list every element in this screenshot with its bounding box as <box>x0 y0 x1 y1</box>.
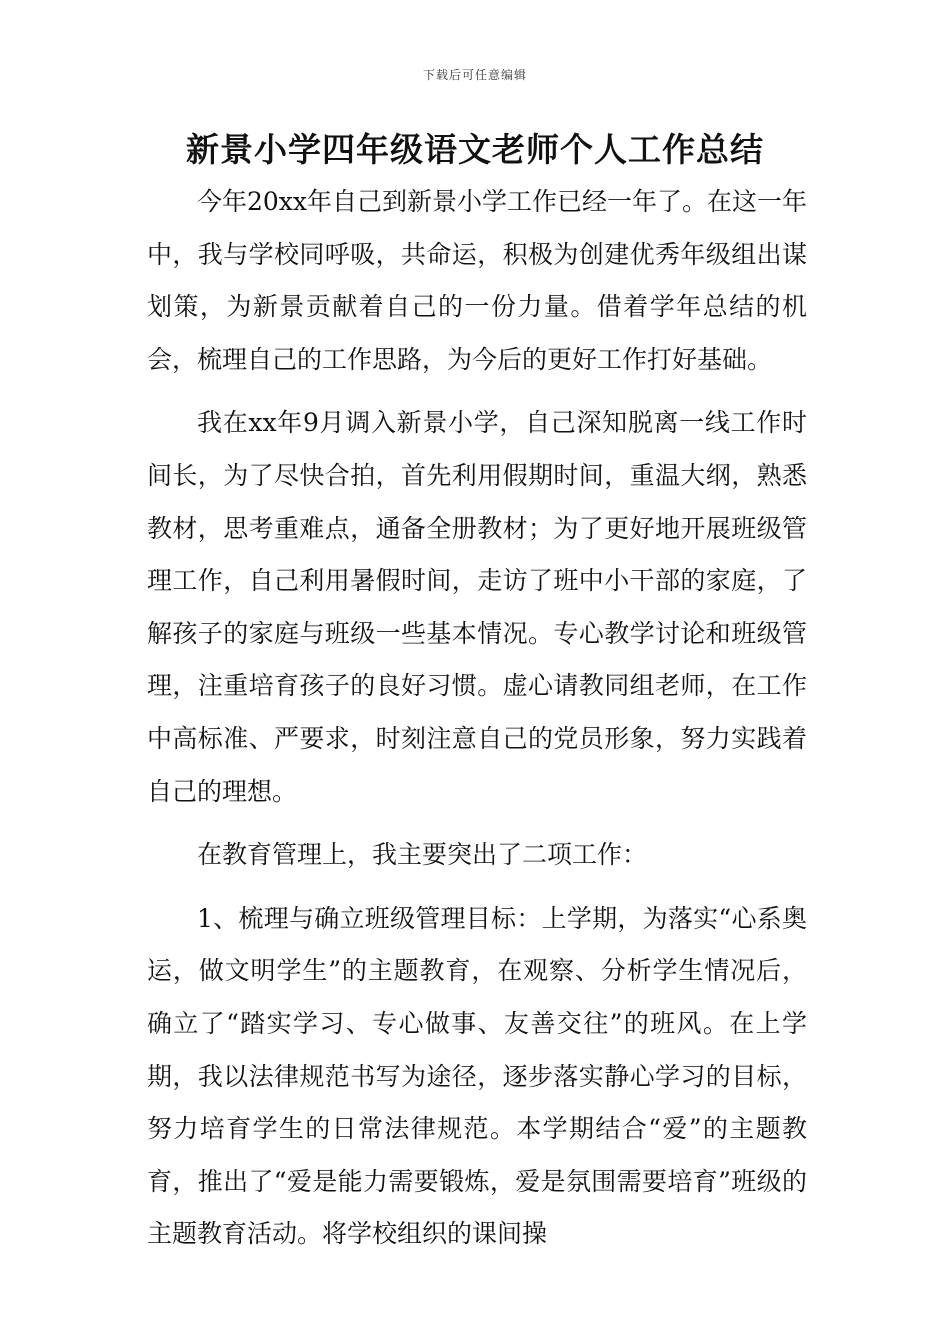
document-body <box>147 176 807 1261</box>
header-note: 下载后可任意编辑 <box>422 68 527 82</box>
paragraph-item-1: 1、梳理与确立班级管理目标：上学期，为落实“心系奥运，做文明学生”的主题教育，在观察、分析学生情况后，确立了“踏实学习、专心做事、友善交往”的班风。在上学期，我以法律规范书写为途径，逐步落实静心学习的目标，努力培育学生的日常法律规范。本学期结合“爱”的主题教育，推出了“爱是能力需要锻炼，爱是氛围需要培育”班级的主题教育活动。将学校组织的课间操 <box>147 903 807 1249</box>
paragraph-background: 我在xx年9月调入新景小学，自己深知脱离一线工作时间长，为了尽快合拍，首先利用假期时间，重温大纲，熟悉教材，思考重难点，通备全册教材；为了更好地开展班级管理工作，自己利用暑假时间，走访了班中小干部的家庭，了解孩子的家庭与班级一些基本情况。专心教学讨论和班级管理，注重培育孩子的良好习惯。虚心请教同组老师，在工作中高标准、严要求，时刻注意自己的党员形象，努力实践着自己的理想。 <box>147 408 807 806</box>
paragraph-intro: 今年20xx年自己到新景小学工作已经一年了。在这一年中，我与学校同呼吸，共命运，积极为创建优秀年级组出谋划策，为新景贡献着自己的一份力量。借着学年总结的机会，梳理自己的工作思路，为今后的更好工作打好基础。 <box>147 187 808 374</box>
document-title: 新景小学四年级语文老师个人工作总结 <box>186 130 764 169</box>
paragraph-summary-lead: 在教育管理上，我主要突出了二项工作： <box>197 840 648 870</box>
